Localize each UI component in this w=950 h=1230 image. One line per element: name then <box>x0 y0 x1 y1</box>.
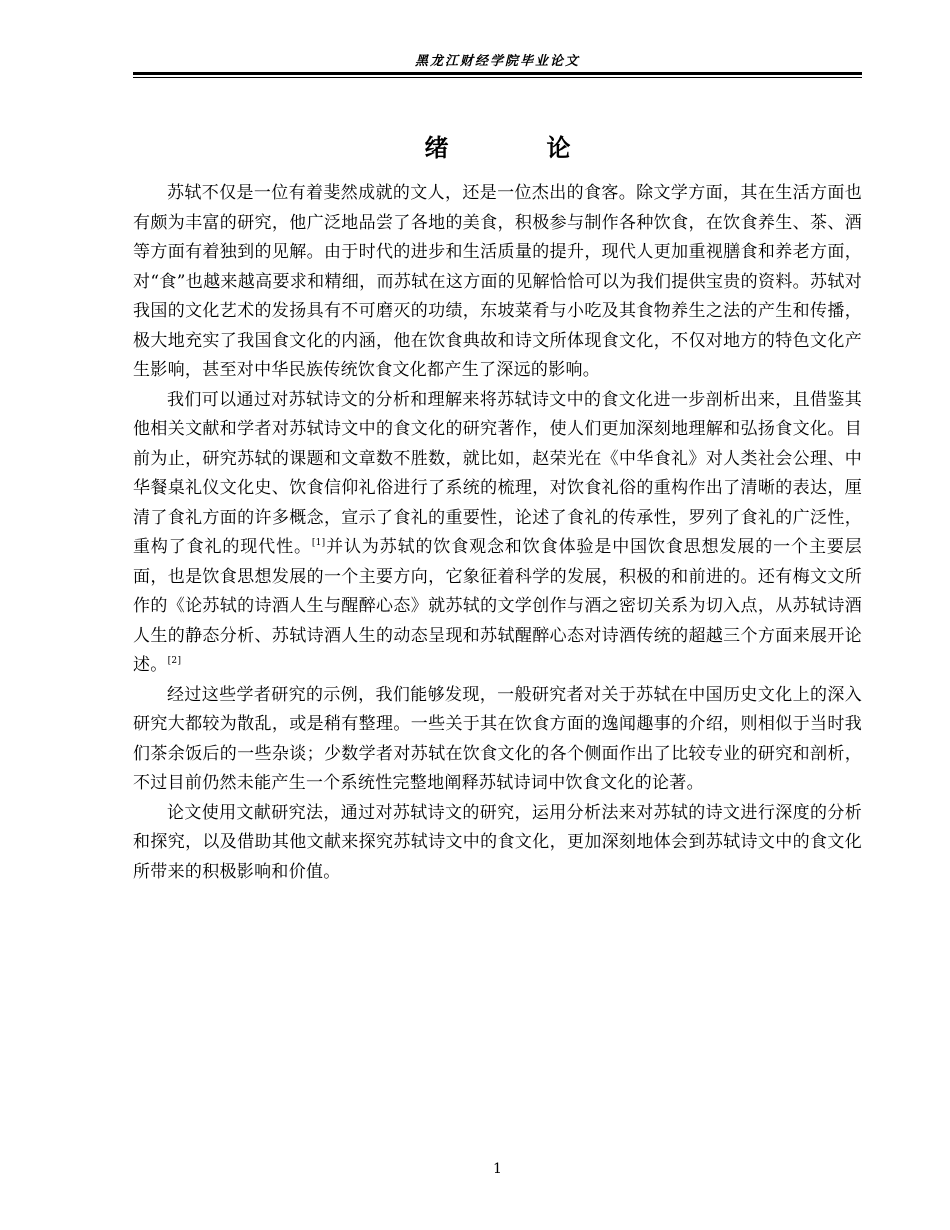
paragraph-4: 论文使用文献研究法，通过对苏轼诗文的研究，运用分析法来对苏轼的诗文进行深度的分析和探究，以及借助其他文献来探究苏轼诗文中的食文化，更加深刻地体会到苏轼诗文中的食文化所带来的积极影响和价值。 <box>133 802 862 882</box>
citation-2: [2] <box>167 656 182 666</box>
chapter-title-part1: 绪 <box>424 134 449 162</box>
document-body <box>133 179 862 887</box>
paragraph-2-part-a: 我们可以通过对苏轼诗文的分析和理解来将苏轼诗文中的食文化进一步剖析出来，且借鉴其他相关文献和学者对苏轼诗文中的食文化的研究著作，使人们更加深刻地理解和弘扬食文化。目前为止，研究苏轼的课题和文章数不胜数，就比如，赵荣光在《中华食礼》对人类社会公理、中华餐桌礼仪文化史、饮食信仰礼俗进行了系统的梳理，对饮食礼俗的重构作出了清晰的表达，厘清了食礼方面的许多概念，宣示了食礼的重要性，论述了食礼的传承性，罗列了食礼的广泛性，重构了食礼的现代性。 <box>133 389 862 557</box>
paragraph-3: 经过这些学者研究的示例，我们能够发现，一般研究者对关于苏轼在中国历史文化上的深入研究大都较为散乱，或是稍有整理。一些关于其在饮食方面的逸闻趣事的介绍，则相似于当时我们茶余饭后的一些杂谈；少数学者对苏轼在饮食文化的各个侧面作出了比较专业的研究和剖析，不过目前仍然未能产生一个系统性完整地阐释苏轼诗词中饮食文化的论著。 <box>133 684 862 793</box>
citation-1: [1] <box>311 538 326 548</box>
chapter-title <box>133 128 862 163</box>
chapter-title-part2: 论 <box>546 134 571 162</box>
paragraph-2 <box>133 386 862 681</box>
paragraph-2-part-b: 并认为苏轼的饮食观念和饮食体验是中国饮食思想发展的一个主要层面，也是饮食思想发展的一个主要方向，它象征着科学的发展，积极的和前进的。还有梅文文所作的《论苏轼的诗酒人生与醒醉心态》就苏轼的文学创作与酒之密切关系为切入点，从苏轼诗酒人生的静态分析、苏轼诗酒人生的动态呈现和苏轼醒醉心态对诗酒传统的超越三个方面来展开论述。 <box>133 537 863 675</box>
header-rule-thin <box>133 77 862 78</box>
page-number: 1 <box>493 1161 502 1177</box>
paragraph-1: 苏轼不仅是一位有着斐然成就的文人，还是一位杰出的食客。除文学方面，其在生活方面也有颇为丰富的研究，他广泛地品尝了各地的美食，积极参与制作各种饮食，在饮食养生、茶、酒等方面有着独到的见解。由于时代的进步和生活质量的提升，现代人更加重视膳食和养老方面，对“食”也越来越高要求和精细，而苏轼在这方面的见解恰恰可以为我们提供宝贵的资料。苏轼对我国的文化艺术的发扬具有不可磨灭的功绩，东坡菜肴与小吃及其食物养生之法的产生和传播，极大地充实了我国食文化的内涵，他在饮食典故和诗文所体现食文化，不仅对地方的特色文化产生影响，甚至对中华民族传统饮食文化都产生了深远的影响。 <box>133 183 862 380</box>
header-rule-thick <box>133 72 862 75</box>
running-header: 黑龙江财经学院毕业论文 <box>414 54 580 69</box>
